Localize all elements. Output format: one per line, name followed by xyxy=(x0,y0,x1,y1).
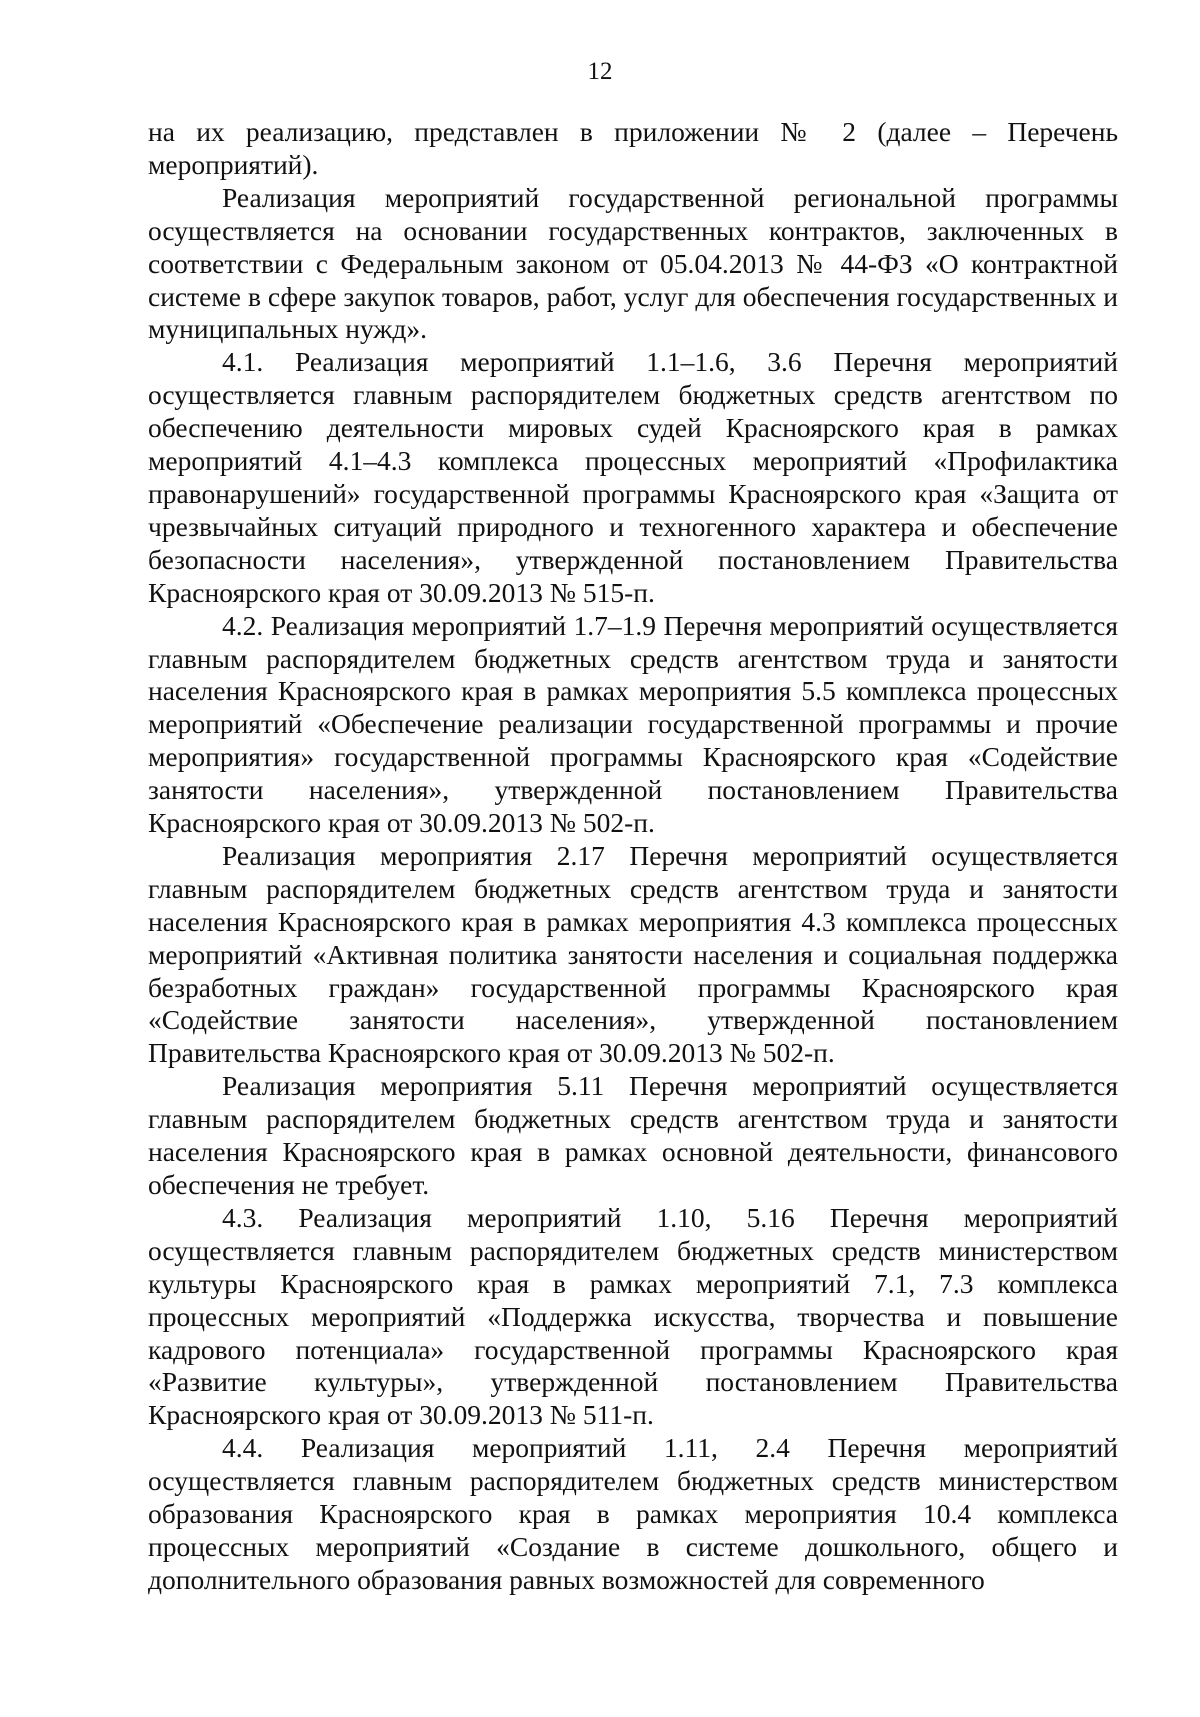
paragraph-contracts: Реализация мероприятий государственной региональной программы осуществляется на основании государственных контрактов, заключенных в соответствии с Федеральным законом от 05.04.2013 № 44-ФЗ «О контрактной системе в сфере закупок товаров, работ, услуг для обеспечения государственных и муниципальных нужд». xyxy=(148,181,1118,345)
paragraph-continuation: на их реализацию, представлен в приложении № 2 (далее – Перечень мероприятий). xyxy=(148,116,1118,180)
paragraph-4-3: 4.3. Реализация мероприятий 1.10, 5.16 Перечня мероприятий осуществляется главным распорядителем бюджетных средств министерством культуры Красноярского края в рамках мероприятий 7.1, 7.3 комплекса процессных мероприятий «Поддержка искусства, творчества и повышение кадрового потенциала» государственной программы Красноярского края «Развитие культуры», утвержденной постановлением Правительства Красноярского края от 30.09.2013 № 511-п. xyxy=(148,1201,1118,1431)
paragraph-4-4: 4.4. Реализация мероприятий 1.11, 2.4 Перечня мероприятий осуществляется главным распорядителем бюджетных средств министерством образования Красноярского края в рамках мероприятия 10.4 комплекса процессных мероприятий «Создание в системе дошкольного, общего и дополнительного образования равных возможностей для современного xyxy=(148,1432,1118,1595)
paragraph-4-2: 4.2. Реализация мероприятий 1.7–1.9 Перечня мероприятий осуществляется главным распорядителем бюджетных средств агентством труда и занятости населения Красноярского края в рамках мероприятия 5.5 комплекса процессных мероприятий «Обеспечение реализации государственной программы и прочие мероприятия» государственной программы Красноярского края «Содействие занятости населения», утвержденной постановлением Правительства Красноярского края от 30.09.2013 № 502-п. xyxy=(148,609,1118,839)
page-number: 12 xyxy=(587,58,613,85)
document-body xyxy=(148,116,1118,1597)
paragraph-2-17: Реализация мероприятия 2.17 Перечня мероприятий осуществляется главным распорядителем бюджетных средств агентством труда и занятости населения Красноярского края в рамках мероприятия 4.3 комплекса процессных мероприятий «Активная политика занятости населения и социальная поддержка безработных граждан» государственной программы Красноярского края «Содействие занятости населения», утвержденной постановлением Правительства Красноярского края от 30.09.2013 № 502-п. xyxy=(148,839,1118,1069)
paragraph-4-1: 4.1. Реализация мероприятий 1.1–1.6, 3.6 Перечня мероприятий осуществляется главным распорядителем бюджетных средств агентством по обеспечению деятельности мировых судей Красноярского края в рамках мероприятий 4.1–4.3 комплекса процессных мероприятий «Профилактика правонарушений» государственной программы Красноярского края «Защита от чрезвычайных ситуаций природного и техногенного характера и обеспечение безопасности населения», утвержденной постановлением Правительства Красноярского края от 30.09.2013 № 515-п. xyxy=(148,346,1118,608)
paragraph-5-11: Реализация мероприятия 5.11 Перечня мероприятий осуществляется главным распорядителем бюджетных средств агентством труда и занятости населения Красноярского края в рамках основной деятельности, финансового обеспечения не требует. xyxy=(148,1070,1118,1200)
